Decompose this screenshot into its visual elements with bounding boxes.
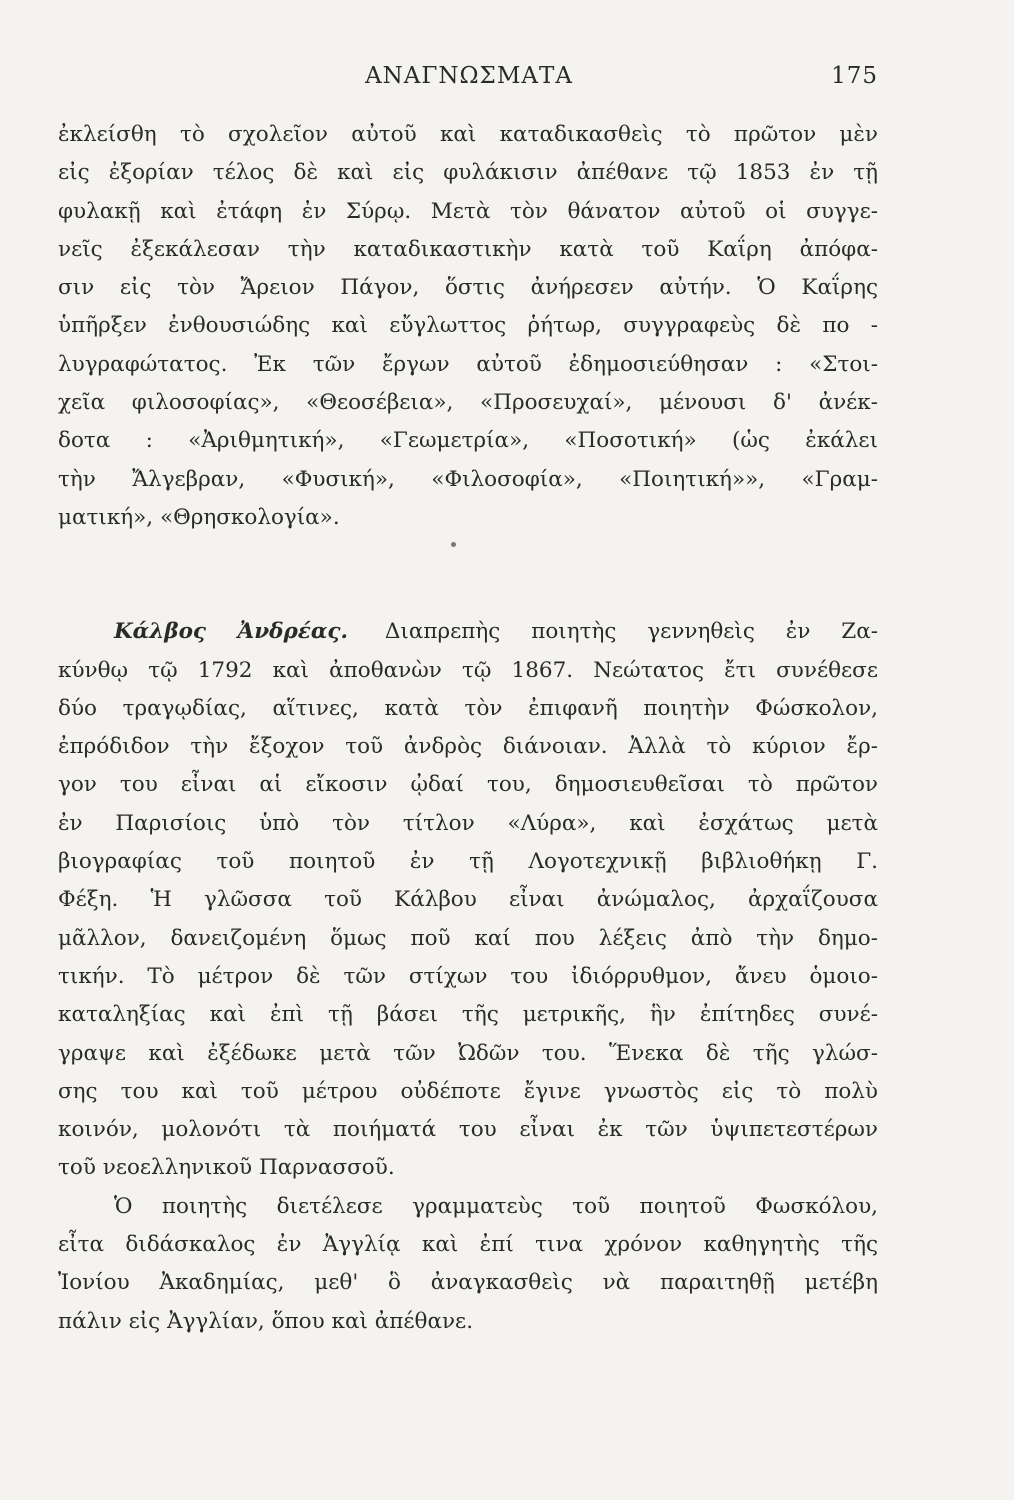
text-line: χεῖα φιλοσοφίας», «Θεοσέβεια», «Προσευχαί», μένουσι δ' ἀνέκ- (58, 390, 878, 416)
text-line: μᾶλλον, δανειζομένη ὅμως ποῦ καί που λέξεις ἀπὸ τὴν δημο- (58, 925, 878, 951)
text-line: Ὁ ποιητὴς διετέλεσε γραμματεὺς τοῦ ποιητοῦ Φωσκόλου, (114, 1193, 878, 1219)
text-line: νεῖς ἐξεκάλεσαν τὴν καταδικαστικὴν κατὰ τοῦ Καΐρη ἀπόφα- (58, 236, 878, 262)
text-line: ἐκλείσθη τὸ σχολεῖον αὐτοῦ καὶ καταδικασθεὶς τὸ πρῶτον μὲν (58, 122, 878, 147)
text-line: κύνθῳ τῷ 1792 καὶ ἀποθανὼν τῷ 1867. Νεώτατος ἔτι συνέθεσε (58, 657, 878, 683)
text-line: ματική», «Θρησκολογία». (58, 504, 340, 530)
text-line: Φέξη. Ἡ γλῶσσα τοῦ Κάλβου εἶναι ἀνώμαλος, ἀρχαΐζουσα (58, 887, 878, 913)
text-line: Ἰονίου Ἀκαδημίας, μεθ' ὃ ἀναγκασθεὶς νὰ παραιτηθῇ μετέβη (58, 1270, 878, 1296)
paragraph-gap (58, 537, 878, 613)
text-line: σιν εἰς τὸν Ἄρειον Πάγον, ὅστις ἀνήρεσεν αὐτήν. Ὁ Καΐρης (58, 275, 878, 301)
text-line: λυγραφώτατος. Ἐκ τῶν ἔργων αὐτοῦ ἐδημοσιεύθησαν : «Στοι- (58, 351, 878, 377)
text-line: τικήν. Τὸ μέτρον δὲ τῶν στίχων του ἰδιόρρυθμον, ἄνευ ὁμοιο- (58, 963, 878, 989)
running-header (60, 60, 878, 96)
entry-first-line (58, 613, 878, 651)
paragraph-kairis-continuation (58, 116, 878, 537)
text-line: γραψε καὶ ἐξέδωκε μετὰ τῶν Ὠδῶν του. Ἕνεκα δὲ τῆς γλώσ- (58, 1040, 878, 1066)
body-text (58, 116, 878, 1341)
text-line: βιογραφίας τοῦ ποιητοῦ ἐν τῇ Λογοτεχνικῇ βιβλιοθήκῃ Γ. (58, 849, 878, 875)
entry-first-line-text: Διαπρεπὴς ποιητὴς γεννηθεὶς ἐν Ζα- (384, 619, 878, 645)
text-line: ἐπρόδιδον τὴν ἔξοχον τοῦ ἀνδρὸς διάνοιαν. Ἀλλὰ τὸ κύριον ἔρ- (58, 734, 878, 760)
paragraph-kalvos-career (58, 1188, 878, 1341)
text-line: εἶτα διδάσκαλος ἐν Ἀγγλίᾳ καὶ ἐπί τινα χρόνον καθηγητὴς τῆς (58, 1232, 878, 1258)
text-line: γον του εἶναι αἱ εἴκοσιν ᾠδαί του, δημοσιευθεῖσαι τὸ πρῶτον (58, 772, 878, 798)
text-line: ἐν Παρισίοις ὑπὸ τὸν τίτλον «Λύρα», καὶ ἐσχάτως μετὰ (58, 810, 878, 836)
text-line: κοινόν, μολονότι τὰ ποιήματά του εἶναι ἐκ τῶν ὑψιπετεστέρων (58, 1117, 878, 1143)
text-line: φυλακῇ καὶ ἐτάφη ἐν Σύρῳ. Μετὰ τὸν θάνατον αὐτοῦ οἱ συγγε- (58, 198, 878, 224)
text-line: τὴν Ἄλγεβραν, «Φυσική», «Φιλοσοφία», «Ποιητική»», «Γραμ- (58, 466, 878, 492)
text-line: δύο τραγῳδίας, αἵτινες, κατὰ τὸν ἐπιφανῆ ποιητὴν Φώσκολον, (58, 695, 878, 721)
page-number: 175 (831, 63, 878, 89)
text-line: εἰς ἐξορίαν τέλος δὲ καὶ εἰς φυλάκισιν ἀπέθανε τῷ 1853 ἐν τῇ (58, 160, 878, 186)
running-title: ΑΝΑΓΝΩΣΜΑΤΑ (365, 63, 573, 89)
text-line: δοτα : «Ἀριθμητική», «Γεωμετρία», «Ποσοτική» (ὡς ἐκάλει (58, 428, 878, 454)
entry-heading: Κάλβος Ἀνδρέας. (114, 619, 348, 645)
paragraph-kalvos-entry (58, 613, 878, 1187)
text-line: πάλιν εἰς Ἀγγλίαν, ὅπου καὶ ἀπέθανε. (58, 1308, 474, 1334)
text-line: σης του καὶ τοῦ μέτρου οὐδέποτε ἔγινε γνωστὸς εἰς τὸ πολὺ (58, 1078, 878, 1104)
text-line: τοῦ νεοελληνικοῦ Παρνασσοῦ. (58, 1155, 395, 1181)
text-line: ὑπῆρξεν ἐνθουσιώδης καὶ εὔγλωττος ῥήτωρ, συγγραφεὺς δὲ πο - (58, 313, 878, 339)
text-line: καταληξίας καὶ ἐπὶ τῇ βάσει τῆς μετρικῆς, ἣν ἐπίτηδες συνέ- (58, 1002, 878, 1028)
ink-speck (451, 542, 456, 547)
